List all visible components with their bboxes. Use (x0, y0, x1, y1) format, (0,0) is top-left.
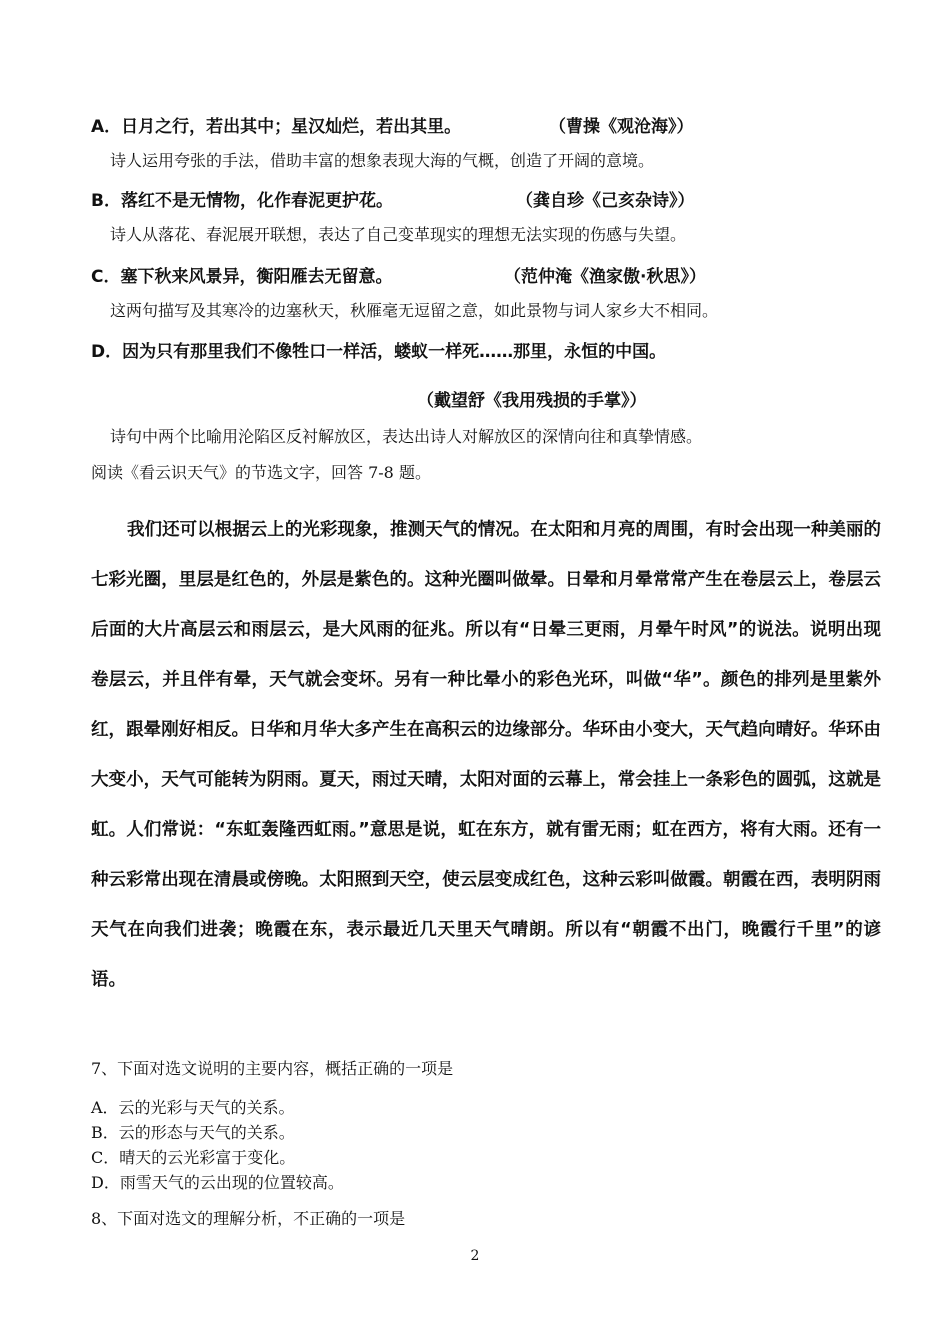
reading-prompt: 阅读《看云识天气》的节选文字，回答 7-8 题。 (91, 463, 431, 482)
option-b-line (91, 186, 695, 211)
question-7-choice-b: B．云的形态与天气的关系。 (91, 1123, 295, 1142)
question-7-choice-c: C．晴天的云光彩富于变化。 (91, 1148, 296, 1167)
option-d-source: （戴望舒《我用残损的手掌》） (417, 391, 647, 411)
option-c-source: （范仲淹《渔家傲·秋思》） (504, 267, 706, 287)
option-c-text: C．塞下秋来风景异，衡阳雁去无留意。 (91, 267, 393, 287)
page-number: 2 (470, 1248, 480, 1264)
option-b-text: B．落红不是无情物，化作春泥更护花。 (91, 191, 393, 211)
option-b-source: （龚自珍《己亥杂诗》） (516, 191, 695, 211)
question-7-choice-a: A．云的光彩与天气的关系。 (91, 1098, 295, 1117)
reading-passage: 我们还可以根据云上的光彩现象，推测天气的情况。在太阳和月亮的周围，有时会出现一种美丽的七彩光圈，里层是红色的，外层是紫色的。这种光圈叫做晕。日晕和月晕常常产生在卷层云上，卷层云后面的大片高层云和雨层云，是大风雨的征兆。所以有“日晕三更雨，月晕午时风”的说法。说明出现卷层云，并且伴有晕，天气就会变坏。另有一种比晕小的彩色光环，叫做“华”。颜色的排列是里紫外红，跟晕刚好相反。日华和月华大多产生在高积云的边缘部分。华环由小变大，天气趋向晴好。华环由大变小，天气可能转为阴雨。夏天，雨过天晴，太阳对面的云幕上，常会挂上一条彩色的圆弧，这就是虹。人们常说：“东虹轰隆西虹雨。”意思是说，虹在东方，就有雷无雨；虹在西方，将有大雨。还有一种云彩常出现在清晨或傍晚。太阳照到天空，使云层变成红色，这种云彩叫做霞。朝霞在西，表明阴雨天气在向我们进袭；晚霞在东，表示最近几天里天气晴朗。所以有“朝霞不出门，晚霞行千里”的谚语。 (91, 520, 881, 990)
question-7-choice-d: D．雨雪天气的云出现的位置较高。 (91, 1173, 344, 1192)
option-d-note: 诗句中两个比喻用沦陷区反衬解放区，表达出诗人对解放区的深情向往和真挚情感。 (110, 427, 703, 446)
option-d-line: D．因为只有那里我们不像牲口一样活，蝼蚁一样死……那里，永恒的中国。 (91, 342, 667, 362)
option-a-note: 诗人运用夸张的手法，借助丰富的想象表现大海的气概，创造了开阔的意境。 (110, 151, 655, 170)
option-c-line (91, 262, 706, 287)
option-a-source: （曹操《观沧海》） (549, 117, 694, 137)
option-a-text: A．日月之行，若出其中；星汉灿烂，若出其里。 (91, 117, 462, 137)
option-a-line (91, 112, 694, 137)
question-8-stem: 8、下面对选文的理解分析，不正确的一项是 (91, 1209, 406, 1228)
option-c-note: 这两句描写及其寒冷的边塞秋天，秋雁毫无逗留之意，如此景物与词人家乡大不相同。 (110, 301, 719, 320)
question-7-stem: 7、下面对选文说明的主要内容，概括正确的一项是 (91, 1059, 454, 1078)
option-b-note: 诗人从落花、春泥展开联想，表达了自己变革现实的理想无法实现的伤感与失望。 (110, 225, 687, 244)
